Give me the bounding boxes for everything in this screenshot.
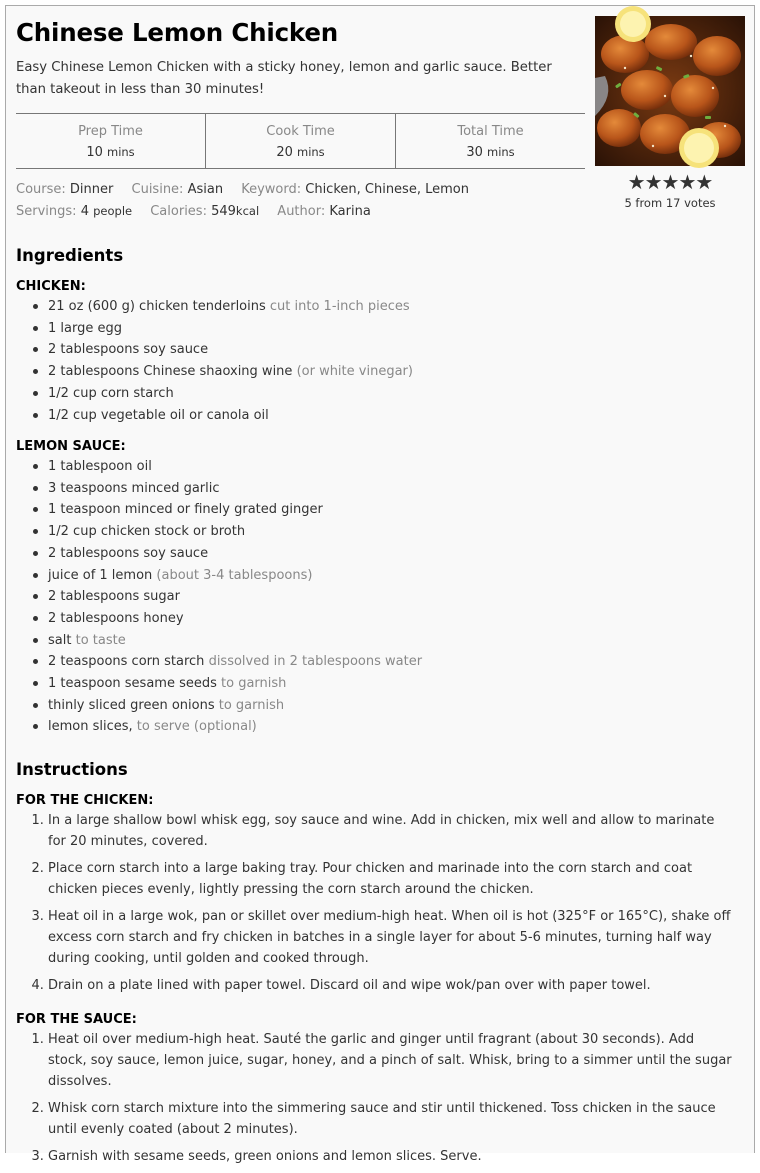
instruction-step: 4. Drain on a plate lined with paper towel. Discard oil and wipe wok/pan over with paper towel. — [48, 975, 736, 996]
ingredient-text: 1 teaspoon sesame seeds — [48, 676, 217, 692]
ingredients-heading: Ingredients — [16, 246, 124, 265]
ingredient-item — [48, 543, 736, 565]
ingredient-note: to serve (optional) — [136, 719, 257, 735]
ingredient-item — [48, 405, 736, 427]
prep-time — [16, 114, 205, 168]
ingredient-text: 1/2 cup vegetable oil or canola oil — [48, 407, 269, 423]
instruction-step: 2. Place corn starch into a large baking tray. Pour chicken and marinade into the corn starch and coat chicken pieces evenly, lightly pressing the corn starch around the chicken. — [48, 858, 736, 900]
ingredient-text: lemon slices, — [48, 719, 133, 735]
instruction-step: 1. In a large shallow bowl whisk egg, soy sauce and wine. Add in chicken, mix well and allow to marinate for 20 minutes, covered. — [48, 810, 736, 852]
instruction-group-chicken — [16, 792, 736, 1002]
ingredient-text: 2 tablespoons honey — [48, 610, 184, 626]
ingredient-item — [48, 565, 736, 587]
ingredient-item — [48, 296, 736, 318]
instruction-step: 3. Garnish with sesame seeds, green onions and lemon slices. Serve. — [48, 1146, 736, 1167]
prep-time-value: 10 mins — [86, 145, 135, 160]
lemon-chicken-photo-icon — [595, 16, 745, 166]
ingredient-list — [16, 296, 736, 426]
ingredient-text: 2 tablespoons Chinese shaoxing wine — [48, 364, 293, 380]
ingredient-text: 2 tablespoons soy sauce — [48, 545, 209, 561]
ingredient-group-title: LEMON SAUCE: — [16, 439, 126, 454]
ingredient-text: 2 tablespoons soy sauce — [48, 342, 209, 358]
ingredient-item — [48, 361, 736, 383]
recipe-title: Chinese Lemon Chicken — [16, 18, 339, 47]
ingredient-item — [48, 608, 736, 630]
rating-votes: 5 from 17 votes — [624, 196, 716, 210]
ingredient-item — [48, 318, 736, 340]
ingredient-text: 2 tablespoons sugar — [48, 589, 180, 605]
instruction-step: 2. Whisk corn starch mixture into the simmering sauce and stir until thickened. Toss chicken in the sauce until evenly coated (about 2 minutes). — [48, 1098, 736, 1140]
ingredient-note: to garnish — [221, 676, 287, 692]
cook-time-label: Cook Time — [266, 124, 335, 139]
ingredient-item — [48, 716, 736, 738]
ingredient-group-chicken — [16, 278, 736, 426]
instruction-list — [16, 810, 736, 996]
ingredient-item — [48, 673, 736, 695]
recipe-meta-row-2 — [16, 204, 385, 219]
ingredient-item — [48, 456, 736, 478]
cook-time — [205, 114, 395, 168]
ingredient-item — [48, 695, 736, 717]
recipe-meta-row-1 — [16, 182, 483, 197]
ingredient-note: (or white vinegar) — [296, 364, 413, 380]
ingredient-item — [48, 521, 736, 543]
recipe-times — [16, 113, 585, 169]
ingredient-item — [48, 478, 736, 500]
ingredient-text: 1/2 cup corn starch — [48, 385, 174, 401]
ingredient-text: 1 teaspoon minced or finely grated ginger — [48, 502, 323, 518]
meta-author: Author: Karina — [277, 204, 371, 219]
ingredient-text: juice of 1 lemon — [48, 567, 153, 583]
instruction-group-sauce — [16, 1011, 736, 1173]
ingredient-note: to garnish — [218, 697, 285, 713]
ingredient-group-lemon-sauce — [16, 438, 736, 738]
recipe-photo[interactable] — [595, 16, 745, 166]
meta-cuisine: Cuisine: Asian — [131, 182, 224, 197]
meta-calories: Calories: 549kcal — [150, 204, 260, 219]
ingredient-item — [48, 586, 736, 608]
ingredient-text: 1 tablespoon oil — [48, 459, 152, 474]
ingredient-text: 3 teaspoons minced garlic — [48, 480, 220, 496]
ingredient-note: to taste — [75, 632, 126, 648]
ingredient-text: thinly sliced green onions — [48, 697, 215, 713]
total-time-value: 30 mins — [466, 145, 515, 160]
ingredient-text: salt — [48, 632, 72, 648]
recipe-summary: Easy Chinese Lemon Chicken with a sticky honey, lemon and garlic sauce. Better than takeout in less than 30 minutes! — [16, 60, 552, 97]
ingredient-group-title: CHICKEN: — [16, 279, 86, 294]
instruction-step: 1. Heat oil over medium-high heat. Sauté the garlic and ginger until fragrant (about 30 seconds). Add stock, soy sauce, lemon juice, sugar, honey, and a pinch of salt. Whisk, bring to a simmer until the sugar dissolves. — [48, 1029, 736, 1092]
ingredient-text: 2 teaspoons corn starch — [48, 654, 205, 670]
prep-time-label: Prep Time — [78, 124, 143, 139]
total-time — [395, 114, 585, 168]
rating-stars-icon[interactable]: ★★★★★ — [627, 170, 713, 194]
ingredient-item — [48, 651, 736, 673]
total-time-label: Total Time — [457, 124, 524, 139]
ingredient-note: (about 3-4 tablespoons) — [156, 567, 313, 583]
ingredient-item — [48, 499, 736, 521]
meta-keyword: Keyword: Chicken, Chinese, Lemon — [241, 182, 469, 197]
ingredient-text: 1 large egg — [48, 320, 122, 336]
ingredient-note: dissolved in 2 tablespoons water — [208, 654, 423, 670]
meta-servings: Servings: 4 people — [16, 204, 133, 219]
instruction-group-title: FOR THE SAUCE: — [16, 1012, 137, 1027]
ingredient-text: 21 oz (600 g) chicken tenderloins — [48, 299, 266, 314]
cook-time-value: 20 mins — [276, 145, 325, 160]
instructions-heading: Instructions — [16, 760, 128, 779]
recipe-card — [5, 5, 755, 1164]
instruction-group-title: FOR THE CHICKEN: — [16, 793, 154, 808]
ingredient-item — [48, 383, 736, 405]
meta-course: Course: Dinner — [16, 182, 114, 197]
instruction-step: 3. Heat oil in a large wok, pan or skillet over medium-high heat. When oil is hot (325°F or 165°C), shake off excess corn starch and fry chicken in batches in a single layer for about 5-6 minutes, turning half way during cooking, until golden and cooked through. — [48, 906, 736, 969]
ingredient-list — [16, 456, 736, 738]
instruction-list — [16, 1029, 736, 1167]
ingredient-item — [48, 630, 736, 652]
ingredient-note: cut into 1-inch pieces — [269, 299, 410, 314]
ingredient-item — [48, 339, 736, 361]
ingredient-text: 1/2 cup chicken stock or broth — [48, 524, 246, 540]
